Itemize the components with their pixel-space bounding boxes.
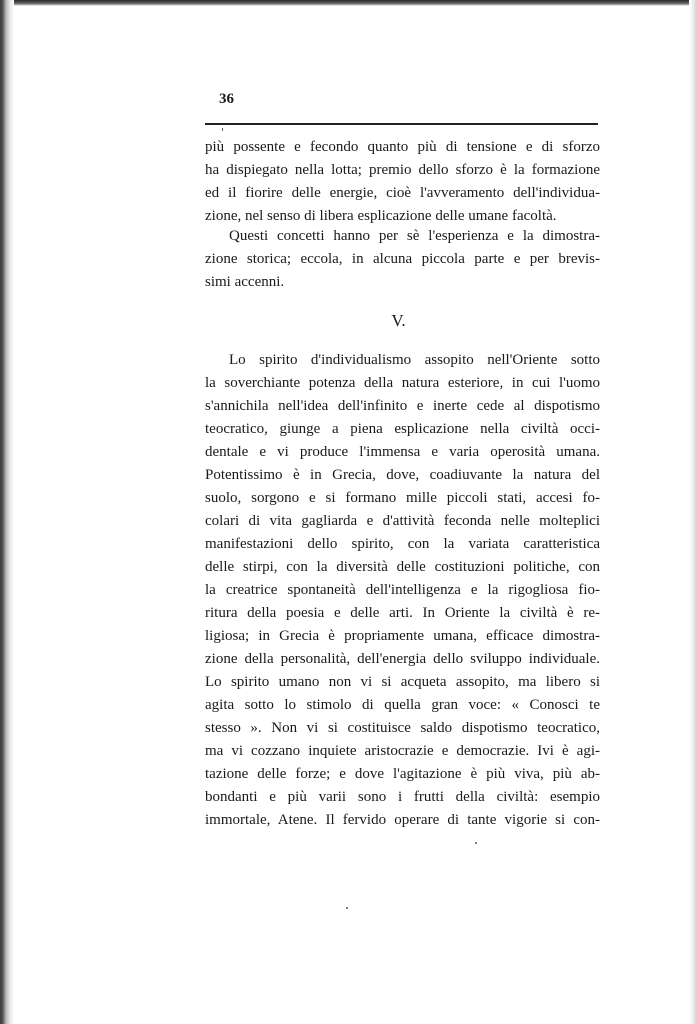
text-line: tazione delle forze; e dove l'agitazione è più viva, più ab- xyxy=(205,766,600,782)
text-line: delle stirpi, con la diversità delle costituzioni politiche, con xyxy=(205,559,600,575)
text-line: Questi concetti hanno per sè l'esperienza e la dimostra- xyxy=(229,228,600,244)
text-line: manifestazioni dello spirito, con la variata caratteristica xyxy=(205,536,600,552)
text-line: ma vi cozzano inquiete aristocrazie e democrazie. Ivi è agi- xyxy=(205,743,600,759)
text-line: Potentissimo è in Grecia, dove, coadiuvante la natura del xyxy=(205,467,600,483)
section-heading: V. xyxy=(391,311,406,330)
text-line: bondanti e più varii sono i frutti della civiltà: esempio xyxy=(205,789,600,805)
text-line: simi accenni. xyxy=(205,274,285,290)
text-line: colari di vita gagliarda e d'attività feconda nelle molteplici xyxy=(205,513,600,529)
paragraph-3 xyxy=(205,349,600,832)
scan-left-edge xyxy=(0,0,14,1024)
text-line: ritura della poesia e delle arti. In Oriente la civiltà è re- xyxy=(205,605,600,621)
text-line: suolo, sorgono e si formano mille piccoli stati, accesi fo- xyxy=(205,490,600,506)
text-line: s'annichila nell'idea dell'infinito e inerte cede al dispotismo xyxy=(205,398,600,414)
header-rule xyxy=(205,123,598,125)
scan-speck xyxy=(222,128,223,131)
text-line: agita sotto lo stimolo di quella gran voce: « Conosci te xyxy=(205,697,600,713)
text-line: ed il fiorire delle energie, cioè l'avveramento dell'individua- xyxy=(205,185,600,201)
text-line: Lo spirito umano non vi si acqueta assopito, ma libero si xyxy=(205,674,600,690)
text-line: zione storica; eccola, in alcuna piccola parte e per brevis- xyxy=(205,251,600,267)
scan-speck xyxy=(346,907,348,909)
page-number: 36 xyxy=(219,91,234,107)
scan-top-edge xyxy=(0,0,697,6)
paragraph-1 xyxy=(205,136,600,228)
text-line: teocratico, giunge a piena esplicazione nella civiltà occi- xyxy=(205,421,600,437)
text-line: la soverchiante potenza della natura esteriore, in cui l'uomo xyxy=(205,375,600,391)
text-line: ha dispiegato nella lotta; premio dello sforzo è la formazione xyxy=(205,162,600,178)
text-line: zione, nel senso di libera esplicazione delle umane facoltà. xyxy=(205,208,557,224)
scan-speck xyxy=(475,842,477,844)
text-line: dentale e vi produce l'immensa e varia operosità umana. xyxy=(205,444,600,460)
paragraph-2 xyxy=(205,225,600,294)
text-line: ligiosa; in Grecia è propriamente umana, efficace dimostra- xyxy=(205,628,600,644)
text-line: più possente e fecondo quanto più di tensione e di sforzo xyxy=(205,139,600,155)
text-line: zione della personalità, dell'energia dello sviluppo individuale. xyxy=(205,651,600,667)
scan-right-edge xyxy=(689,0,697,1024)
text-line: la creatrice spontaneità dell'intelligenza e la rigogliosa fio- xyxy=(205,582,600,598)
text-line: stesso ». Non vi si costituisce saldo dispotismo teocratico, xyxy=(205,720,600,736)
text-line: Lo spirito d'individualismo assopito nell'Oriente sotto xyxy=(229,352,600,368)
text-line: immortale, Atene. Il fervido operare di tante vigorie si con- xyxy=(205,812,600,828)
